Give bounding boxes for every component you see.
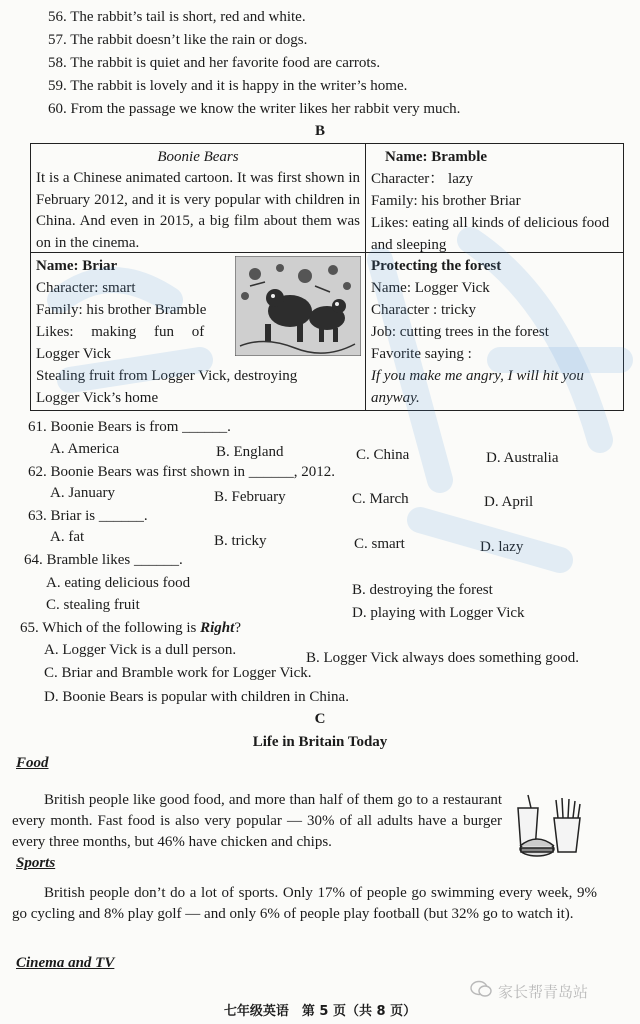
q64-stem: 64. Bramble likes ______. [24,552,183,568]
boonie-bears-text: It is a Chinese animated cartoon. It was first shown in February 2012, and it is very popular with children in China. And even in 2015, a big film about them was on in the cinema. [36,170,360,251]
item-58: 58. The rabbit is quiet and her favorite food are carrots. [48,55,381,71]
forest-saying-label: Favorite saying : [371,346,472,362]
q61-stem: 61. Boonie Bears is from ______. [28,419,231,435]
bramble-likes: Likes: eating all kinds of delicious food and sleeping [371,215,610,253]
q63-option-d[interactable]: D. lazy [480,539,524,555]
sports-heading: Sports [16,855,56,871]
briar-character: Character: smart [36,280,136,296]
q62-option-a[interactable]: A. January [50,485,115,501]
q65-stem [20,619,241,637]
q64-option-d[interactable]: D. playing with Logger Vick [352,605,525,621]
bramble-cell [366,144,623,252]
forest-saying-line1: If you make me angry, I will hit you [371,368,584,384]
q64-option-b[interactable]: B. destroying the forest [352,582,493,598]
forest-cell [366,253,623,410]
section-c-title: Life in Britain Today [252,734,388,750]
forest-job: Job: cutting trees in the forest [371,324,549,340]
q65-stem-text: 65. Which of the following is [20,620,201,636]
q61-option-d[interactable]: D. Australia [486,450,559,466]
item-57: 57. The rabbit doesn’t like the rain or dogs. [48,32,308,48]
forest-name: Name: Logger Vick [371,280,490,296]
q62-option-c[interactable]: C. March [352,491,409,507]
cinema-heading: Cinema and TV [16,955,115,971]
sports-paragraph: British people don’t do a lot of sports. Only 17% of people go swimming every week, 9% go cycling and 8% play golf — and only 6% of people play football (but 32% go to watch it). [12,885,597,922]
briar-likes-line1: Likes: making fun of [36,324,205,340]
briar-illustration [235,256,361,356]
bramble-name: Name: Bramble [385,149,488,165]
q63-option-a[interactable]: A. fat [50,529,85,545]
boonie-bears-title: Boonie Bears [157,149,239,165]
q62-option-b[interactable]: B. February [214,489,286,505]
item-56: 56. The rabbit’s tail is short, red and white. [48,9,306,25]
section-c-label: C [314,711,326,727]
q65-option-a[interactable]: A. Logger Vick is a dull person. [44,642,237,658]
chat-bubble-icon [470,980,492,1002]
briar-likes-line3: Stealing fruit from Logger Vick, destroying [36,368,298,384]
q61-option-a[interactable]: A. America [50,441,120,457]
section-b-label: B [314,123,325,139]
q62-option-d[interactable]: D. April [484,494,534,510]
forest-saying-line2: anyway. [371,390,420,406]
q61-option-b[interactable]: B. England [216,444,284,460]
briar-family: Family: his brother Bramble [36,302,207,318]
q61-option-c[interactable]: C. China [356,447,410,463]
briar-likes-line4: Logger Vick’s home [36,390,159,406]
food-heading: Food [16,755,49,771]
fast-food-icon [510,792,588,864]
briar-likes-line2: Logger Vick [36,346,112,362]
q65-option-b[interactable]: B. Logger Vick always does something good. [306,650,579,666]
q64-option-c[interactable]: C. stealing fruit [46,597,140,613]
q65-stem-mark: ? [234,620,241,636]
q65-option-c[interactable]: C. Briar and Bramble work for Logger Vick. [44,665,312,681]
forest-character: Character : tricky [371,302,476,318]
boonie-bears-cell [31,144,365,252]
q63-stem: 63. Briar is ______. [28,508,148,524]
q64-option-a[interactable]: A. eating delicious food [46,575,191,591]
brand-name: 家长帮青岛站 [498,982,589,1001]
q62-stem: 62. Boonie Bears was first shown in ______, 2012. [28,464,336,480]
item-59: 59. The rabbit is lovely and it is happy in the writer’s home. [48,78,408,94]
q65-option-d[interactable]: D. Boonie Bears is popular with children in China. [44,689,349,705]
brand-watermark [470,978,588,1004]
forest-title: Protecting the forest [371,258,502,274]
bramble-family: Family: his brother Briar [371,193,521,209]
food-paragraph: British people like good food, and more than half of them go to a restaurant every month. Fast food is also very popular — 30% of all adults have a burger every three months, but 46% have chicken and chips. [12,792,502,850]
page-footer: 七年级英语 第 5 页（共 8 页） [223,1004,417,1019]
briar-name: Name: Briar [36,258,118,274]
q65-stem-emphasis: Right [200,620,235,636]
q63-option-c[interactable]: C. smart [354,536,405,552]
q63-option-b[interactable]: B. tricky [214,533,267,549]
bramble-character: Character： lazy [371,171,474,187]
item-60: 60. From the passage we know the writer likes her rabbit very much. [48,101,461,117]
